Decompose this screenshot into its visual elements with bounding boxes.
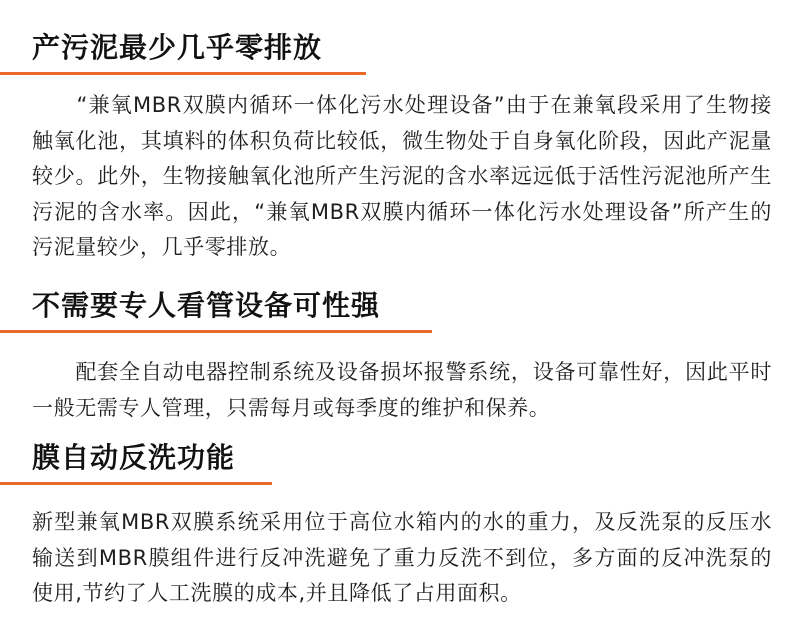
section-heading-sludge: 产污泥最少几乎零排放 [32,31,323,64]
heading-sludge-wrap [32,31,323,64]
heading-underline [0,330,432,333]
heading-underline [0,482,272,485]
heading-backwash-wrap [32,441,236,474]
section-heading-unattended: 不需要专人看管设备可性强 [32,289,381,322]
section-paragraph-backwash: 新型兼氧MBR双膜系统采用位于高位水箱内的水的重力，及反洗泵的反压水输送到MBR膜组件进行反冲洗避免了重力反洗不到位，多方面的反冲洗泵的使用,节约了人工洗膜的成本,并且降低了占用面积。 [32,510,772,605]
heading-underline [0,72,366,75]
section-heading-backwash: 膜自动反洗功能 [32,441,236,474]
section-paragraph-unattended: 配套全自动电器控制系统及设备损坏报警系统，设备可靠性好，因此平时一般无需专人管理，只需每月或每季度的维护和保养。 [32,360,772,420]
heading-unattended-wrap [32,289,381,322]
section-paragraph-sludge: “兼氧MBR双膜内循环一体化污水处理设备”由于在兼氧段采用了生物接触氧化池，其填料的体积负荷比较低，微生物处于自身氧化阶段，因此产泥量较少。此外，生物接触氧化池所产生污泥的含水率远远低于活性污泥池所产生污泥的含水率。因此，“兼氧MBR双膜内循环一体化污水处理设备”所产生的污泥量较少，几乎零排放。 [32,93,772,259]
